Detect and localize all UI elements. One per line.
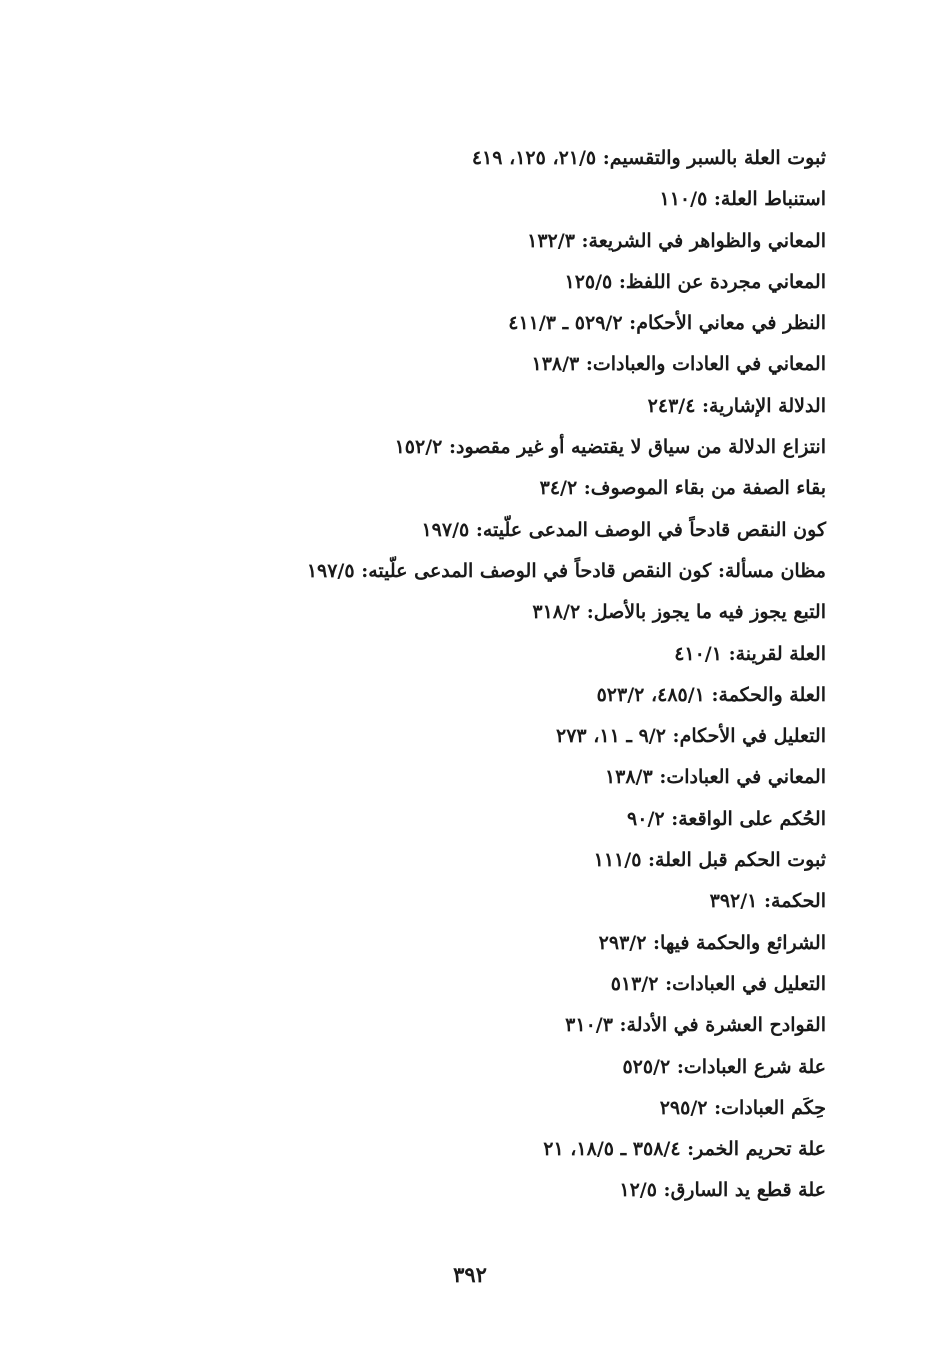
index-entry: ثبوت العلة بالسبر والتقسيم: ٢١/٥، ١٢٥، ٤١٩ [471,147,826,169]
index-entry: علة تحريم الخمر: ٣٥٨/٤ ـ ١٨/٥، ٢١ [543,1138,826,1161]
index-entry: ثبوت الحكم قبل العلة: ١١١/٥ [593,849,826,872]
index-entry: الحُكم على الواقعة: ٩٠/٢ [627,807,826,830]
index-entry: بقاء الصفة من بقاء الموصوف: ٣٤/٢ [539,477,826,500]
index-entry: الحكمة: ٣٩٢/١ [709,890,826,913]
index-entry: المعاني في العبادات: ١٣٨/٣ [604,766,826,789]
index-entry: التعليل في العبادات: ٥١٣/٢ [610,972,826,995]
index-entry: المعاني والظواهر في الشريعة: ١٣٢/٣ [527,229,826,252]
index-entry: استنباط العلة: ١١٠/٥ [659,188,826,211]
index-entry: الدلالة الإشارية: ٢٤٣/٤ [647,394,826,417]
index-entry: المعاني في العادات والعبادات: ١٣٨/٣ [531,353,826,376]
index-entry: كون النقص قادحاً في الوصف المدعى علّيته: ١٩٧/٥ [421,518,826,541]
index-entry: مظان مسألة: كون النقص قادحاً في الوصف المدعى علّيته: ١٩٧/٥ [306,559,826,582]
index-entry: التعليل في الأحكام: ٩/٢ ـ ١١، ٢٧٣ [555,725,826,748]
index-entry: العلة والحكمة: ٤٨٥/١، ٥٢٣/٢ [596,683,826,706]
index-entry: انتزاع الدلالة من سياق لا يقتضيه أو غير مقصود: ١٥٢/٢ [394,436,826,459]
index-entry: المعاني مجردة عن اللفظ: ١٢٥/٥ [564,270,826,293]
index-entry: علة شرع العبادات: ٥٢٥/٢ [622,1055,826,1078]
index-entry: علة قطع يد السارق: ١٢/٥ [619,1179,826,1202]
index-entry: النظر في معاني الأحكام: ٥٢٩/٢ ـ ٤١١/٣ [508,312,826,335]
index-list [266,138,826,1212]
index-entry: حِكَم العبادات: ٢٩٥/٢ [659,1096,826,1119]
index-entry: القوادح العشرة في الأدلة: ٣١٠/٣ [565,1014,826,1037]
index-entry: الشرائع والحكمة فيها: ٢٩٣/٢ [598,931,826,954]
page-number: ٣٩٢ [453,1262,487,1287]
index-entry: العلة لقرينة: ٤١٠/١ [674,642,826,665]
index-entry: التبع يجوز فيه ما يجوز بالأصل: ٣١٨/٢ [532,601,826,624]
